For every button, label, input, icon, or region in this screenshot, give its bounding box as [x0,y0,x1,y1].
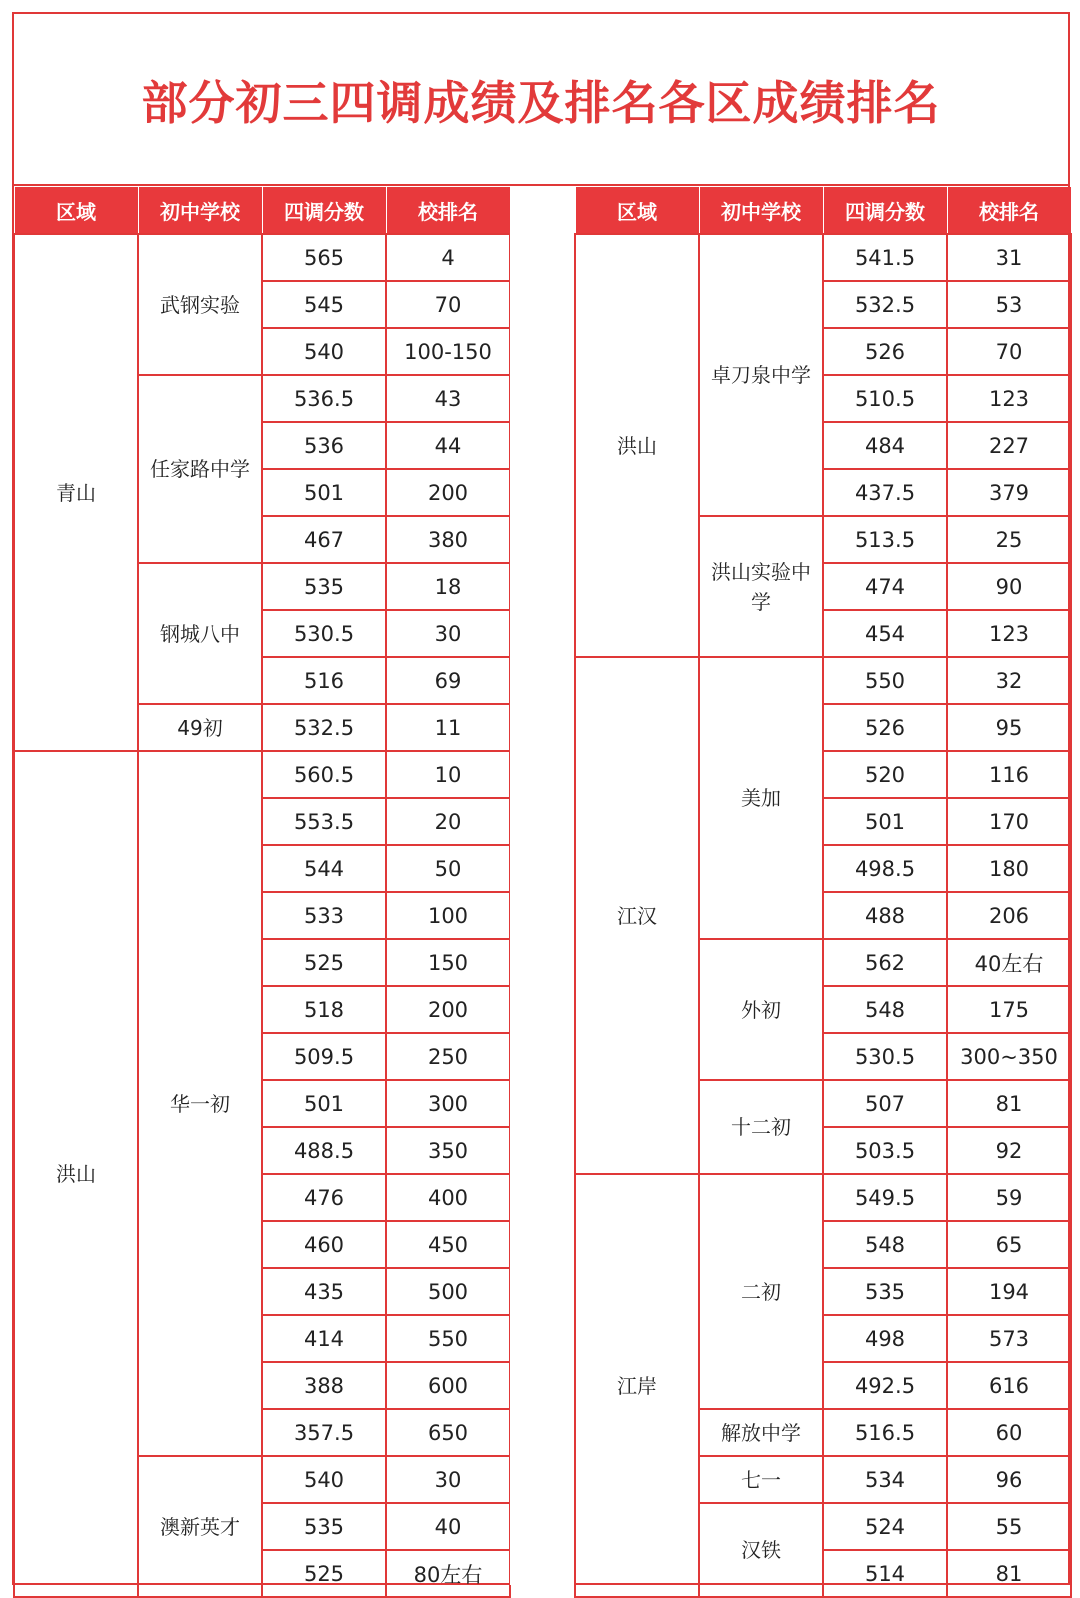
region-cell: 洪山 [575,234,699,657]
rank-cell: 379 [947,469,1071,516]
rank-cell: 92 [947,1127,1071,1174]
rank-cell: 96 [947,1456,1071,1503]
rank-cell: 100 [386,892,510,939]
title-banner [12,12,1070,186]
rank-cell: 150 [386,939,510,986]
score-cell: 509.5 [262,1033,386,1080]
rank-cell: 4 [386,234,510,281]
rank-cell: 550 [386,1315,510,1362]
table-row [14,751,510,798]
score-cell: 534 [823,1456,947,1503]
header-region: 区域 [575,187,699,234]
rank-cell: 300 [386,1080,510,1127]
school-cell: 十二初 [699,1080,823,1174]
score-cell: 498 [823,1315,947,1362]
score-cell: 507 [823,1080,947,1127]
score-cell: 484 [823,422,947,469]
rank-cell: 10 [386,751,510,798]
rank-cell: 32 [947,657,1071,704]
score-cell: 454 [823,610,947,657]
rank-cell: 40 [386,1503,510,1550]
score-cell: 530.5 [823,1033,947,1080]
score-cell: 460 [262,1221,386,1268]
score-cell: 503.5 [823,1127,947,1174]
rank-cell: 18 [386,563,510,610]
rank-cell: 25 [947,516,1071,563]
score-cell: 532.5 [823,281,947,328]
score-cell: 548 [823,986,947,1033]
rank-cell: 30 [386,1456,510,1503]
header-score: 四调分数 [823,187,947,234]
rank-cell: 616 [947,1362,1071,1409]
score-cell: 532.5 [262,704,386,751]
page-title: 部分初三四调成绩及排名各区成绩排名 [141,76,941,130]
rank-cell: 70 [386,281,510,328]
school-cell: 卓刀泉中学 [699,234,823,516]
score-cell: 548 [823,1221,947,1268]
header-school: 初中学校 [138,187,262,234]
score-cell: 560.5 [262,751,386,798]
score-cell: 437.5 [823,469,947,516]
score-cell: 562 [823,939,947,986]
score-cell: 518 [262,986,386,1033]
rank-cell: 100-150 [386,328,510,375]
score-cell: 476 [262,1174,386,1221]
header-rank: 校排名 [947,187,1071,234]
rank-cell: 55 [947,1503,1071,1550]
rank-cell: 59 [947,1174,1071,1221]
rank-cell: 11 [386,704,510,751]
score-cell: 545 [262,281,386,328]
rank-cell: 200 [386,986,510,1033]
score-cell: 565 [262,234,386,281]
school-cell: 武钢实验 [138,234,262,375]
score-cell: 492.5 [823,1362,947,1409]
school-cell: 华一初 [138,751,262,1456]
score-cell: 414 [262,1315,386,1362]
score-cell: 535 [262,1503,386,1550]
rank-cell: 20 [386,798,510,845]
score-cell: 526 [823,328,947,375]
rank-cell: 123 [947,375,1071,422]
column-gap [510,187,574,1585]
region-cell: 江汉 [575,657,699,1174]
rank-cell: 30 [386,610,510,657]
rank-cell: 53 [947,281,1071,328]
score-cell: 435 [262,1268,386,1315]
rank-cell: 81 [947,1080,1071,1127]
score-cell: 553.5 [262,798,386,845]
score-cell: 525 [262,939,386,986]
rank-cell: 116 [947,751,1071,798]
table-header-row [14,187,510,234]
rank-cell: 69 [386,657,510,704]
score-cell: 524 [823,1503,947,1550]
school-cell: 任家路中学 [138,375,262,563]
score-cell: 550 [823,657,947,704]
rank-cell: 123 [947,610,1071,657]
score-cell: 535 [262,563,386,610]
table-row [575,234,1071,281]
rank-cell: 60 [947,1409,1071,1456]
score-cell: 513.5 [823,516,947,563]
score-cell: 541.5 [823,234,947,281]
rank-cell: 175 [947,986,1071,1033]
rank-cell: 400 [386,1174,510,1221]
rank-cell: 70 [947,328,1071,375]
score-cell: 520 [823,751,947,798]
rank-cell: 650 [386,1409,510,1456]
score-cell: 526 [823,704,947,751]
school-cell: 洪山实验中学 [699,516,823,657]
score-cell: 501 [823,798,947,845]
score-cell: 533 [262,892,386,939]
score-cell: 467 [262,516,386,563]
rank-cell: 50 [386,845,510,892]
header-rank: 校排名 [386,187,510,234]
table-row [575,1174,1071,1221]
score-cell: 530.5 [262,610,386,657]
school-cell: 汉铁 [699,1503,823,1597]
header-school: 初中学校 [699,187,823,234]
rank-cell: 80左右 [386,1550,510,1597]
rank-cell: 227 [947,422,1071,469]
score-cell: 535 [823,1268,947,1315]
score-cell: 544 [262,845,386,892]
score-cell: 388 [262,1362,386,1409]
school-cell: 二初 [699,1174,823,1409]
table-row [575,657,1071,704]
rank-cell: 600 [386,1362,510,1409]
score-cell: 357.5 [262,1409,386,1456]
score-cell: 474 [823,563,947,610]
table-header-row [575,187,1071,234]
rank-cell: 170 [947,798,1071,845]
rank-cell: 250 [386,1033,510,1080]
score-cell: 549.5 [823,1174,947,1221]
rank-cell: 450 [386,1221,510,1268]
rank-cell: 95 [947,704,1071,751]
score-cell: 525 [262,1550,386,1597]
score-cell: 536.5 [262,375,386,422]
region-cell: 江岸 [575,1174,699,1597]
score-cell: 514 [823,1550,947,1597]
score-cell: 501 [262,1080,386,1127]
score-cell: 516 [262,657,386,704]
school-cell: 七一 [699,1456,823,1503]
region-cell: 青山 [14,234,138,751]
school-cell: 钢城八中 [138,563,262,704]
table-row [14,234,510,281]
score-cell: 540 [262,1456,386,1503]
score-cell: 540 [262,328,386,375]
rank-cell: 31 [947,234,1071,281]
rank-cell: 350 [386,1127,510,1174]
rank-cell: 380 [386,516,510,563]
rank-cell: 43 [386,375,510,422]
header-score: 四调分数 [262,187,386,234]
school-cell: 49初 [138,704,262,751]
rank-cell: 500 [386,1268,510,1315]
school-cell: 解放中学 [699,1409,823,1456]
score-cell: 536 [262,422,386,469]
school-cell: 外初 [699,939,823,1080]
rank-cell: 44 [386,422,510,469]
score-cell: 510.5 [823,375,947,422]
rank-cell: 180 [947,845,1071,892]
rank-cell: 65 [947,1221,1071,1268]
rank-cell: 300~350 [947,1033,1071,1080]
rank-cell: 40左右 [947,939,1071,986]
region-cell: 洪山 [14,751,138,1597]
rank-cell: 81 [947,1550,1071,1597]
school-cell: 美加 [699,657,823,939]
score-table-right [574,187,1072,1598]
rank-cell: 573 [947,1315,1071,1362]
rank-cell: 194 [947,1268,1071,1315]
school-cell: 澳新英才 [138,1456,262,1597]
header-region: 区域 [14,187,138,234]
score-cell: 516.5 [823,1409,947,1456]
score-cell: 498.5 [823,845,947,892]
score-cell: 501 [262,469,386,516]
rank-cell: 90 [947,563,1071,610]
score-cell: 488 [823,892,947,939]
score-cell: 488.5 [262,1127,386,1174]
score-table-left [13,187,511,1598]
rank-cell: 200 [386,469,510,516]
rank-cell: 206 [947,892,1071,939]
